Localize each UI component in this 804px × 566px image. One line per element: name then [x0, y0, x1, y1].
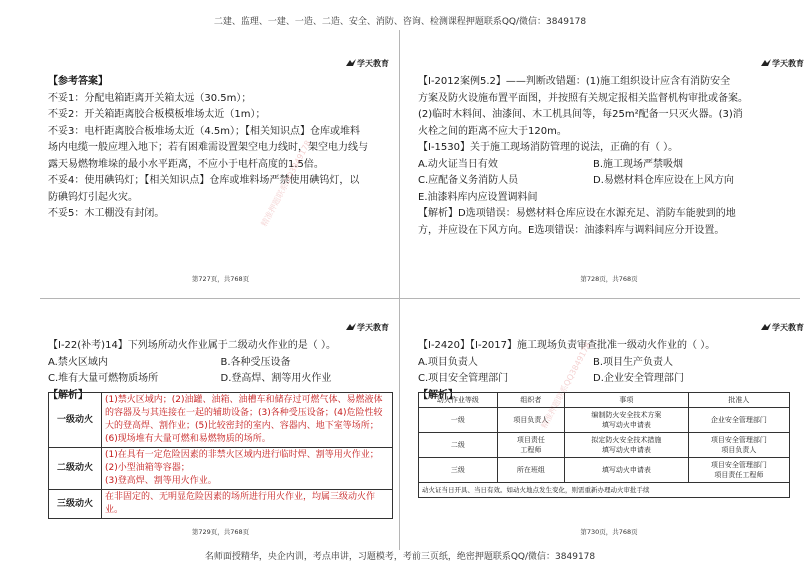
description-cell: (1)禁火区域内；(2)油罐、油箱、油槽车和储存过可燃气体、易燃液体 的容器及与其连接在一起的辅助设备；(3)各种受压设备；(4)危险性较 大的登高焊、割作业；(5)比较密封的室内、容器内、地下室等场所； (6)现场堆有大量可燃和易燃物质的场所。 — [102, 393, 393, 448]
question-text: 【Ⅰ-1530】关于施工现场消防管理的说法，正确的有（ ）。 — [418, 142, 679, 153]
page-number: 第730页，共768页 — [580, 528, 638, 536]
page-panel-top-left — [48, 58, 393, 290]
header-cell: 批准人 — [688, 393, 789, 408]
answer-line: 场内电缆一般应埋入地下；若有困难需设置架空电力线时，架空电力线与 — [48, 142, 368, 153]
case-line: (2)临时木料间、油漆间、木工机具间等，每25m²配备一只灭火器。(3)消 — [418, 109, 743, 120]
option-row — [418, 173, 800, 190]
brand-text: 学天教育 — [772, 323, 804, 332]
page-panel-bottom-left — [48, 322, 393, 544]
description-cell: (1)在具有一定危险因素的非禁火区域内进行临时焊、割等用火作业； (2)小型油箱等容器； (3)登高焊、割等用火作业。 — [102, 448, 393, 490]
answer-line: 防碘钨灯引起火灾。 — [48, 191, 138, 203]
header-banner: 二建、监理、一建、一造、二造、安全、消防、咨询、检测课程押题联系QQ/微信：3849178 — [213, 17, 587, 27]
option-e: E.油漆料库内应设置调料间 — [418, 191, 538, 203]
answer-line: 不妥4：使用碘钨灯；【相关知识点】仓库或堆料场严禁使用碘钨灯，以 — [48, 175, 360, 186]
option-row — [418, 157, 800, 174]
table-note: 动火证当日开具、当日有效。如动火地点发生变化，则需重新办理动火审批手续 — [419, 483, 790, 498]
answer-line: 不妥2：开关箱距离胶合板模板堆场太近（1m）； — [48, 109, 266, 120]
brand-icon — [761, 323, 771, 331]
approver-cell: 项目安全管理部门 项目责任工程师 — [688, 458, 789, 483]
answer-heading: 【参考答案】 — [48, 76, 108, 87]
item-cell: 填写动火申请表 — [565, 458, 689, 483]
table-row — [49, 393, 393, 448]
question-text: 【Ⅰ-2420】【Ⅰ-2017】施工现场负责审查批准一级动火作业的（ ）。 — [418, 340, 716, 351]
case-line: 火栓之间的距离不应大于120m。 — [418, 125, 567, 137]
brand-text: 学天教育 — [357, 59, 389, 68]
analysis-line: 【解析】D选项错误：易燃材料仓库应设在水源充足、消防车能驶到的地 — [418, 208, 736, 219]
option-row — [48, 371, 393, 388]
watermark-text: 精准押题联系QQ3849178 — [259, 138, 313, 229]
answer-line: 不妥5：木工棚没有封闭。 — [48, 208, 165, 219]
option-b: B.施工现场严禁吸烟 — [593, 158, 684, 170]
analysis-heading: 【解析】 — [48, 389, 88, 401]
option-d: D.登高焊、割等用火作业 — [220, 373, 332, 384]
brand-icon — [761, 59, 771, 67]
header-cell: 动火作业等级 — [419, 393, 498, 408]
org-cell: 所在班组 — [497, 458, 564, 483]
table-row — [49, 448, 393, 490]
option-c: C.应配备义务消防人员 — [418, 175, 519, 186]
option-d: D.易燃材料仓库应设在上风方向 — [593, 175, 734, 186]
approver-cell: 项目安全管理部门 项目负责人 — [688, 433, 789, 458]
page-panel-bottom-right — [418, 322, 804, 544]
option-a: A.项目负责人 — [418, 356, 478, 368]
org-cell: 项目责任 工程师 — [497, 433, 564, 458]
brand-text: 学天教育 — [772, 59, 804, 68]
question-block — [418, 74, 800, 239]
table-row — [49, 490, 393, 519]
footer-banner: 名师面授精华，央企内训，考点串讲，习题模考，考前三页纸，绝密押题联系QQ/微信：3849178 — [204, 552, 596, 562]
table-header-row — [419, 393, 790, 408]
case-line: 【Ⅰ-2012案例5.2】——判断改错题：(1)施工组织设计应含有消防安全 — [418, 76, 731, 87]
page-number: 第729页，共768页 — [191, 528, 250, 536]
approval-table — [418, 392, 790, 498]
brand-icon — [346, 59, 356, 67]
case-line: 方案及防火设施布置平面图，并按照有关规定报相关监督机构审批或备案。 — [418, 92, 748, 104]
option-row — [48, 355, 393, 372]
table-row — [419, 433, 790, 458]
header-cell: 组织者 — [497, 393, 564, 408]
fire-level-table — [48, 392, 393, 519]
item-cell: 拟定防火安全技术措施 填写动火申请表 — [565, 433, 689, 458]
option-c: C.堆有大量可燃物质场所 — [48, 373, 159, 384]
option-a: A.动火证当日有效 — [418, 158, 498, 170]
answer-block — [48, 74, 393, 223]
table-row — [419, 458, 790, 483]
option-b: B.项目生产负责人 — [593, 356, 674, 368]
brand-icon — [346, 323, 356, 331]
level-cell: 二级 — [419, 433, 498, 458]
level-cell: 二级动火 — [49, 448, 102, 490]
option-b: B.各种受压设备 — [220, 356, 291, 368]
brand-logo — [761, 322, 804, 333]
level-cell: 三级动火 — [49, 490, 102, 519]
brand-logo — [346, 58, 389, 69]
level-cell: 三级 — [419, 458, 498, 483]
table-note-row — [419, 483, 790, 498]
analysis-line: 方，并应设在下风方向。E选项错误：油漆料库与调料间应分开设置。 — [418, 224, 725, 236]
description-cell: 在非固定的、无明显危险因素的场所进行用火作业，均属三级动火作业。 — [102, 490, 393, 519]
analysis-heading: 【解析】 — [418, 389, 458, 401]
page-number: 第728页，共768页 — [580, 275, 638, 283]
option-row — [418, 371, 800, 388]
level-cell: 一级动火 — [49, 393, 102, 448]
answer-line: 不妥1：分配电箱距离开关箱太远（30.5m）； — [48, 92, 252, 104]
watermark-text: 精准押题联系QQ3849178 — [539, 340, 593, 431]
option-row — [418, 355, 800, 372]
vertical-divider — [399, 30, 400, 550]
answer-line: 露天易燃物堆垛的最小水平距离，不应小于电杆高度的1.5倍。 — [48, 158, 324, 170]
horizontal-divider — [40, 298, 800, 299]
level-cell: 一级 — [419, 408, 498, 433]
option-c: C.项目安全管理部门 — [418, 373, 509, 384]
header-cell: 事项 — [565, 393, 689, 408]
brand-logo — [346, 322, 389, 333]
org-cell: 项目负责人 — [497, 408, 564, 433]
brand-logo — [761, 58, 804, 69]
page-number: 第727页，共768页 — [191, 275, 250, 283]
page-panel-top-right — [418, 58, 804, 290]
answer-line: 不妥3：电杆距离胶合板堆场太近（4.5m）；【相关知识点】仓库或堆料 — [48, 125, 361, 137]
item-cell: 编制防火安全技术方案 填写动火申请表 — [565, 408, 689, 433]
approver-cell: 企业安全管理部门 — [688, 408, 789, 433]
question-text: 【Ⅰ-22(补考)14】下列场所动火作业属于二级动火作业的是（ ）。 — [48, 340, 336, 351]
option-a: A.禁火区域内 — [48, 356, 108, 368]
option-d: D.企业安全管理部门 — [593, 373, 684, 384]
brand-text: 学天教育 — [357, 323, 389, 332]
table-row — [419, 408, 790, 433]
